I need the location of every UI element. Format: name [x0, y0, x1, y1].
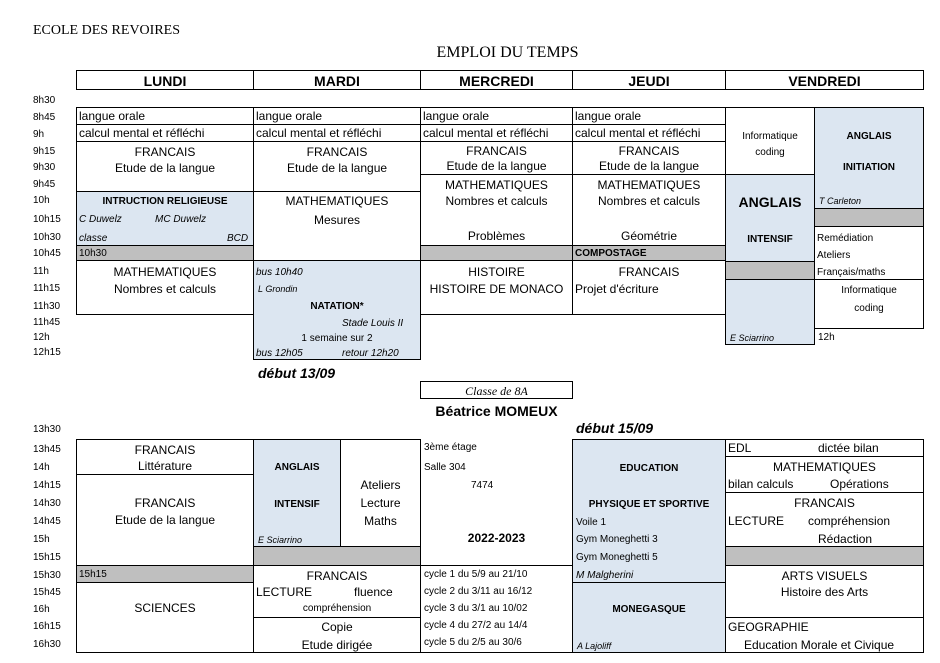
cell-natation: bus 10h40 L Grondin NATATION* Stade Louis II 1 semaine sur 2 bus 12h05 retour 12h20 — [253, 260, 421, 360]
time-label: 9h45 — [33, 179, 56, 190]
cell-calcul: calcul mental et réfléchi — [253, 124, 421, 142]
cell-remediation: Remédiation Ateliers Français/maths — [814, 226, 924, 280]
debut-note: début 15/09 — [576, 420, 654, 436]
time-label: 10h15 — [33, 214, 61, 225]
cycle-item: cycle 2 du 3/11 au 16/12 — [424, 586, 533, 597]
time-label: 15h30 — [33, 570, 61, 581]
time-note: 12h — [818, 332, 835, 343]
time-label: 15h15 — [33, 552, 61, 563]
time-label: 8h45 — [33, 112, 56, 123]
teacher-name: Béatrice MOMEUX — [435, 403, 558, 419]
time-label: 11h45 — [33, 317, 61, 328]
cell-francais: FRANCAIS Etude de la langue — [572, 141, 726, 175]
time-label: 15h45 — [33, 587, 61, 598]
cell-francais-lecture: FRANCAIS LECTURE fluence compréhension — [253, 565, 421, 618]
cell-break-mercredi — [420, 245, 573, 261]
cell-histoire: HISTOIRE HISTOIRE DE MONACO — [420, 260, 573, 315]
salle-etage: 3ème étage — [424, 442, 477, 453]
cell-education-physique: EDUCATION PHYSIQUE ET SPORTIVE Voile 1 Gym Moneghetti 3 Gym Moneghetti 5 M Malgherini — [572, 439, 726, 583]
day-header-vendredi: VENDREDI — [725, 70, 924, 90]
time-label: 16h — [33, 604, 50, 615]
time-label: 11h15 — [33, 283, 61, 294]
cell-maths-jeudi: MATHEMATIQUES Nombres et calculs Géométrie — [572, 174, 726, 246]
time-label: 13h30 — [33, 424, 61, 435]
cell-francais-litterature: FRANCAIS Littérature — [76, 439, 254, 475]
cell-francais-jeudi: FRANCAIS Projet d'écriture — [572, 260, 726, 315]
cell-calcul: calcul mental et réfléchi — [420, 124, 573, 142]
time-label: 12h15 — [33, 347, 61, 358]
school-year: 2022-2023 — [467, 531, 526, 545]
cell-langue-orale: langue orale — [253, 107, 421, 125]
cell-ateliers: Ateliers Lecture Maths — [340, 439, 421, 547]
time-label: 16h15 — [33, 621, 61, 632]
debut-note: début 13/09 — [258, 365, 336, 381]
cell-informatique-2: Informatique coding — [814, 279, 924, 329]
time-label: 9h30 — [33, 162, 56, 173]
page-title: EMPLOI DU TEMPS — [436, 44, 579, 61]
cell-break-lundi: 10h30 — [76, 245, 254, 261]
time-label: 9h15 — [33, 146, 56, 157]
time-label: 11h30 — [33, 301, 61, 312]
cell-francais: FRANCAIS Etude de la langue — [253, 141, 421, 192]
time-label: 14h — [33, 462, 50, 473]
cell-maths-mercredi: MATHEMATIQUES Nombres et calculs Problèmes — [420, 174, 573, 246]
cell-arts-visuels: ARTS VISUELS Histoire des Arts — [725, 565, 924, 618]
cell-francais: FRANCAIS Etude de la langue — [76, 141, 254, 192]
cell-francais-vendredi: FRANCAIS LECTURE compréhension Rédaction — [725, 492, 924, 547]
cycle-item: cycle 1 du 5/9 au 21/10 — [424, 569, 528, 580]
time-label: 10h30 — [33, 232, 61, 243]
time-label: 12h — [33, 332, 50, 343]
cell-langue-orale: langue orale — [420, 107, 573, 125]
cell-break-mardi-pm — [253, 546, 421, 566]
time-label: 13h45 — [33, 444, 61, 455]
cycles-box — [420, 565, 573, 653]
day-header-mardi: MARDI — [253, 70, 421, 90]
cell-compostage: COMPOSTAGE — [572, 245, 726, 261]
time-label: 10h45 — [33, 248, 61, 259]
cell-francais: FRANCAIS Etude de la langue — [420, 141, 573, 175]
salle-code: 7474 — [471, 480, 494, 491]
time-label: 16h30 — [33, 639, 61, 650]
time-label: 15h — [33, 534, 50, 545]
time-label: 14h45 — [33, 516, 61, 527]
cell-break-vendredi — [725, 261, 815, 280]
school-name: ECOLE DES REVOIRES — [33, 23, 180, 38]
cell-sciences: SCIENCES — [76, 582, 254, 653]
cell-maths-lundi: MATHEMATIQUES Nombres et calculs — [76, 260, 254, 315]
cell-calcul: calcul mental et réfléchi — [572, 124, 726, 142]
cell-langue-orale: langue orale — [572, 107, 726, 125]
cell-copie: Copie Etude dirigée — [253, 617, 421, 653]
cell-edl: EDL dictée bilan — [725, 439, 924, 457]
time-label: 11h — [33, 266, 49, 277]
cycle-item: cycle 4 du 27/2 au 14/4 — [424, 620, 528, 631]
time-label: 14h30 — [33, 498, 61, 509]
cell-maths-mardi: MATHEMATIQUES Mesures — [253, 191, 421, 261]
cycle-item: cycle 5 du 2/5 au 30/6 — [424, 637, 522, 648]
cycle-item: cycle 3 du 3/1 au 10/02 — [424, 603, 528, 614]
classe-label: Classe de 8A — [420, 381, 573, 399]
cell-francais-etude: FRANCAIS Etude de la langue — [76, 474, 254, 566]
cell-maths-bilan: MATHEMATIQUES bilan calculs Opérations — [725, 456, 924, 493]
cell-anglais-sciarrino: E Sciarrino — [725, 279, 815, 345]
time-label: 14h15 — [33, 480, 61, 491]
salle-numero: Salle 304 — [424, 462, 466, 473]
cell-langue-orale: langue orale — [76, 107, 254, 125]
cell-calcul: calcul mental et réfléchi — [76, 124, 254, 142]
cell-geographie: GEOGRAPHIE Education Morale et Civique — [725, 617, 924, 653]
day-header-lundi: LUNDI — [76, 70, 254, 90]
cell-anglais-intensif-pm: ANGLAIS INTENSIF E Sciarrino — [253, 439, 341, 547]
cell-monegasque: MONEGASQUE A Lajoliff — [572, 582, 726, 653]
cell-instruction-religieuse: INTRUCTION RELIGIEUSE C Duwelz MC Duwelz classe BCD — [76, 191, 254, 246]
time-label: 9h — [33, 129, 45, 140]
day-header-mercredi: MERCREDI — [420, 70, 573, 90]
cell-break-lundi-pm: 15h15 — [76, 565, 254, 583]
day-header-jeudi: JEUDI — [572, 70, 726, 90]
cell-informatique: Informatique coding — [725, 107, 815, 175]
time-label: 8h30 — [33, 95, 56, 106]
time-label: 10h — [33, 195, 50, 206]
cell-break-vendredi — [814, 208, 924, 227]
cell-break-vendredi-pm — [725, 546, 924, 566]
cell-anglais-initiation: ANGLAIS INITIATION T Carleton — [814, 107, 924, 209]
cell-anglais-intensif: ANGLAIS INTENSIF — [725, 174, 815, 262]
